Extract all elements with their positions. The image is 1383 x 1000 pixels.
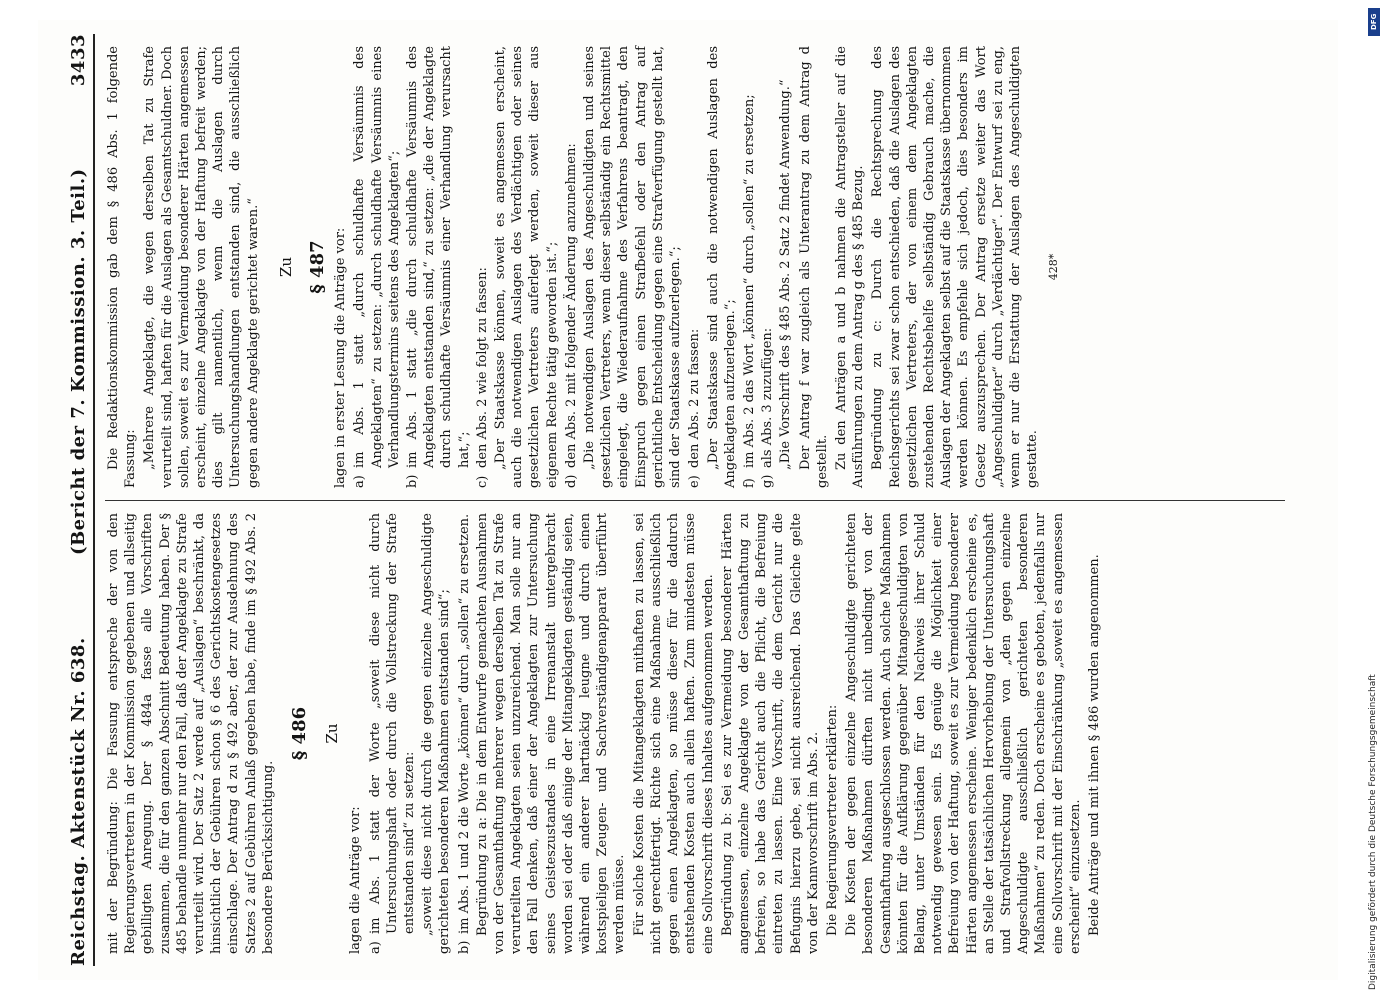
item-label: c) [474,475,490,488]
list-item [741,46,758,488]
text-columns [105,34,1285,966]
list-item [456,513,473,954]
item-label: b) [456,940,472,954]
list-item [563,46,580,488]
item-label: d) [563,474,579,488]
right-column [105,34,1285,500]
list-item [404,46,473,488]
paragraph: Begründung zu c: Durch die Rechtsprechung des Reichsgerichts sei zwar schon entschieden, daß die Auslagen des gesetzlichen Vertreters, der von einem dem Angeklagten zustehenden Rechtsbehelfe selbständig Gebrauch mache, die Auslagen der Angeklagten selbst auf die Staatskasse übernommen werden können. Es empfehle sich jedoch, dies besonders im Gesetz auszusprechen. Der Antrag ersetze weiter das Wort „Angeschuldigter“ durch „Verdächtiger“. Der Entwurf sei zu eng, wenn er nur die Erstattung der Auslagen des Angeschuldigten gestatte. [870,46,1041,488]
quote: „Die Vorschrift des § 485 Abs. 2 Satz 2 findet Anwendung.“ [778,79,794,470]
paragraph: Begründung zu a: Die in dem Entwurfe gemachten Ausnahmen von der Gesamthaftung mehrerer wegen derselben Tat zu Strafe verurteilten Angeklagten seien unzureichend. Man solle nur an den Fall denken, daß einer der Angeklagten zur Untersuchung seines Geisteszustandes in eine Irrenanstalt untergebracht worden sei oder daß einige der Mitangeklagten geständig seien, während ein anderer hartnäckig leugne und durch einen kostspieligen Zeugen- und Sachverständigenapparat überführt werden müsse. [474,513,628,954]
page-number: 3433 [68,34,89,87]
item-label: a) [367,941,383,954]
list-item [686,46,703,488]
paragraph: Die Regierungsvertreter erklärten: [824,704,840,936]
item-text: im Abs. 2 das Wort „können“ durch „sollen“ zu ersetzen; [741,94,757,468]
paragraph: Für solche Kosten die Mitangeklagten mithaften zu lassen, sei nicht gerechtfertigt. Richte sich eine Maßnahme ausschließlich gegen einen Angeklagten, so müsse dieser für die dadurch entstehenden Kosten auch allein haften. Zum mindesten müsse eine Sollvorschrift dieses Inhaltes aufgenommen werden. [631,513,716,954]
quote: „Der Staatskasse können, soweit es angemessen erscheint, auch die notwendigen Auslagen des Verdächtigen oder seines gesetzlichen Vertreters auferlegt werden, soweit dieser aus eigenem Rechte tätig geworden ist.“; [493,46,560,488]
paragraph: Beide Anträge und mit ihnen § 486 wurden angenommen. [1086,554,1102,936]
item-label: e) [687,475,703,488]
paragraph: mit der Begründung: Die Fassung entspreche der von den Regierungsvertretern in der Kommission gegebenen und allseitig gebilligten Anregung. Der § 484a fasse alle Vorschriften zusammen, die für den ganzen Abschnitt Bedeutung haben. Der § 485 behandle nunmehr nur den Fall, daß der Angeklagte zu Strafe verurteilt wird. Der Satz 2 werde auf „Auslagen“ beschränkt, da hinsichtlich der Gebühren schon § 6 des Gerichtskostengesetzes einschlage. Der Antrag d zu § 492 aber, der zur Ausdehnung des Satzes 2 auf Gebühren Anlaß gegeben habe, finde im § 492 Abs. 2 besondere Berücksichtigung. [106,513,276,954]
document-page [38,20,1338,980]
paragraph: Die Redaktionskommission gab dem § 486 Abs. 1 folgende Fassung: [106,46,139,488]
item-text: im Abs. 1 und 2 die Worte „können“ durch „sollen“ zu ersetzen. [456,513,472,934]
footer-signature: 428* [1047,253,1061,281]
header-left: Reichstag. Aktenstück Nr. 638. [68,637,89,966]
running-head [68,34,95,966]
item-text: im Abs. 1 statt „die durch schuldhafte Versäumnis des Angeklagten entstanden sind,“ zu setzen: „die der Angeklagte durch schuldhafte Versäumnis einer Verhandlung verursacht hat,“; [405,46,472,468]
quote: „Der Staatskasse sind auch die notwendigen Auslagen des Angeklagten aufzuerlegen.“; [705,46,738,488]
dfg-logo: DFG [1368,8,1380,36]
item-label: b) [405,474,421,488]
paragraph: Zu den Anträgen a und b nahmen die Antragsteller auf die Ausführungen zu dem Antrag g des § 485 Bezug. [833,46,867,488]
zu-heading: Zu [276,256,295,278]
list-item [351,46,403,488]
left-column [105,500,1285,966]
list-item [759,46,776,488]
item-text: im Abs. 1 statt „durch schuldhafte Versäumnis des Angeklagten“ zu setzen: „durch schuldhafte Versäumnis eines Verhandlungstermins seitens des Angeklagten“; [352,46,402,468]
section-heading-487: § 487 [307,240,329,294]
paragraph: Begründung zu b: Sei es zur Vermeidung besonderer Härten angemessen, einzelne Angeklagte von der Gesamthaftung zu befreien, so habe das Gericht auch die Pflicht, die Befreiung eintreten zu lassen. Eine Vorschrift, die dem Gericht nur die Befugnis hierzu gebe, sei nicht ausreichend. Das Gleiche gelte von der Kannvorschrift im Abs. 2. [719,513,821,954]
quote: „Mehrere Angeklagte, die wegen derselben Tat zu Strafe verurteilt sind, haften für die Auslagen als Gesamtschuldner. Doch sollen, soweit es zur Vermeidung besonderer Härten angemessen erscheint, einzelne Angeklagte von der Haftung befreit werden; dies gilt namentlich, wenn die Auslagen durch Untersuchungshandlungen entstanden sind, die ausschließlich gegen andere Angeklagte gerichtet waren.“ [142,46,261,488]
list-item [367,513,419,954]
paragraph: lagen die Anträge vor: [348,806,364,954]
item-label: a) [352,475,368,488]
list-item [474,46,491,488]
item-text: den Abs. 2 mit folgender Änderung anzunehmen: [563,143,579,468]
item-text: den Abs. 2 wie folgt zu fassen: [474,267,490,468]
item-text: als Abs. 3 zuzufügen: [760,327,776,468]
paragraph: Der Antrag f war zugleich als Unterantrag zu dem Antrag d gestellt. [797,46,830,488]
header-center: (Bericht der 7. Kommission. 3. Teil.) [68,168,89,556]
zu-heading: Zu [323,723,342,744]
quote: „Die notwendigen Auslagen des Angeschuldigten und seines gesetzlichen Vertreters, wenn dieser selbständig ein Rechtsmittel eingelegt, die Wiederaufnahme des Verfahrens beantragt, den Einspruch gegen einen Strafbefehl oder den Antrag auf gerichtliche Entscheidung gegen eine Strafverfügung gestellt hat, sind der Staatskasse aufzuerlegen.“; [582,46,684,488]
digitization-credit: Digitalisierung gefördert durch die Deutsche Forschungsgemeinschaft [1368,674,1378,990]
section-heading-486: § 486 [289,706,311,761]
quote: „soweit diese nicht durch die gegen einzelne Angeschuldigte gerichteten besonderen Maßnahmen entstanden sind“; [420,513,453,954]
paragraph: lagen in erster Lesung die Anträge vor: [333,227,349,488]
item-label: g) [760,474,776,488]
paragraph: Die Kosten der gegen einzelne Angeschuldigte gerichteten besonderen Maßnahmen dürften nicht unbedingt von der Gesamthaftung ausgeschlossen werden. Auch solche Maßnahmen könnten für die Aufklärung gegenüber Mitangeschuldigten von Belang, unter Umständen für den Nachweis ihrer Schuld notwendig gewesen sein. Es genüge die Möglichkeit einer Befreiung von der Haftung, soweit es zur Vermeidung besonderer Härten angemessen erscheine. Weniger bedenklich erscheine es, an Stelle der tatsächlichen Hervorhebung der Untersuchungshaft und Strafvollstreckung allgemein von „den gegen einzelne Angeschuldigte ausschließlich gerichteten besonderen Maßnahmen“ zu reden. Doch erscheine es geboten, jedenfalls nur eine Sollvorschrift mit der Einschränkung „soweit es angemessen erscheint“ einzusetzen. [844,513,1083,954]
item-text: den Abs. 2 zu fassen: [687,328,703,468]
item-text: im Abs. 1 statt der Worte „soweit diese nicht durch Untersuchungshaft oder durch die Vollstreckung der Strafe entstanden sind“ zu setzen: [367,513,418,934]
item-label: f) [741,478,757,488]
